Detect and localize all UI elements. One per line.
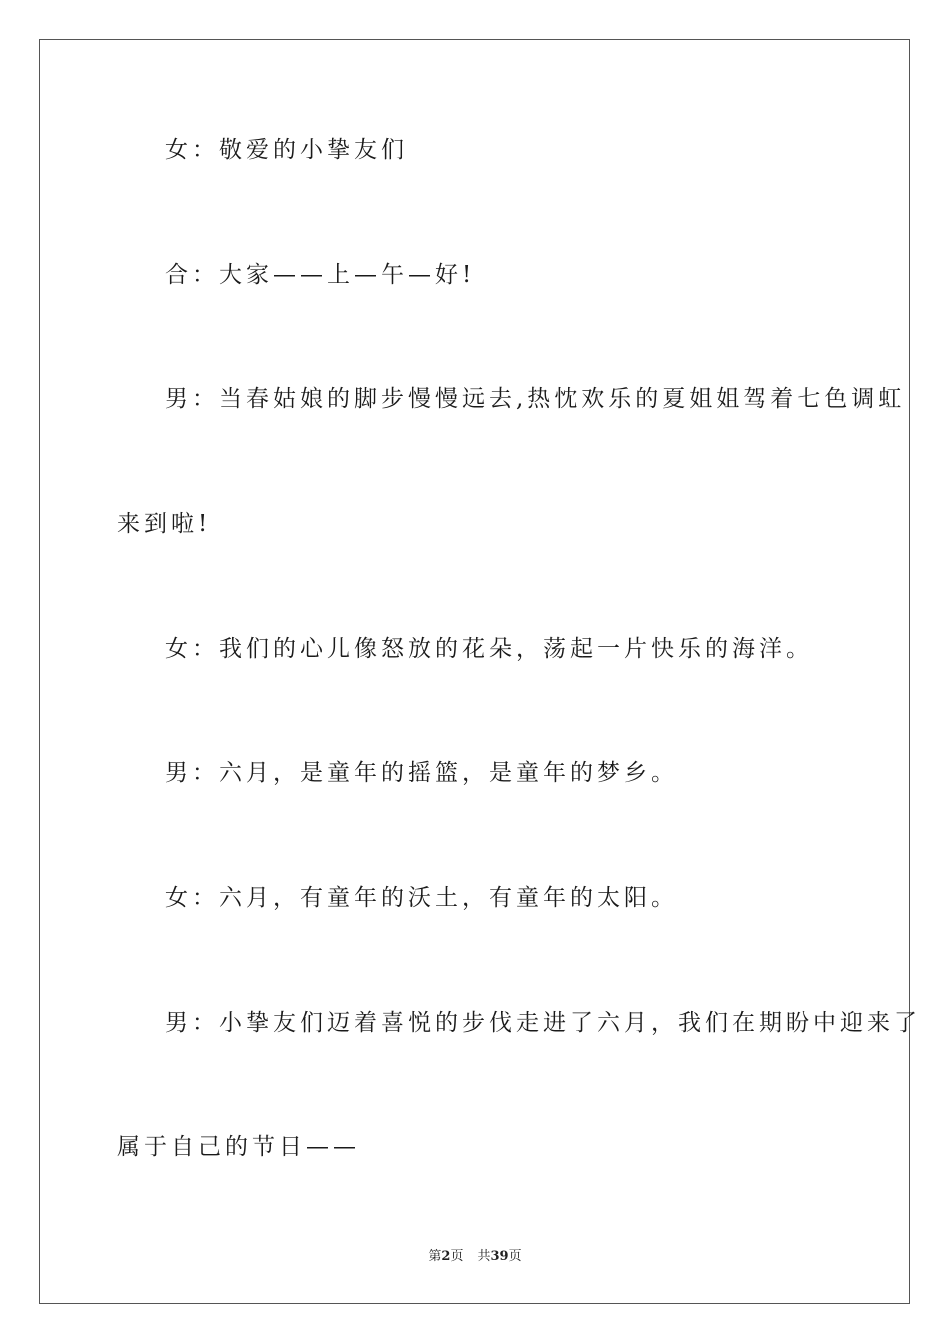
page-number: 2 [441,1249,451,1264]
paragraph-line-2: 合：大家——上—午—好! [165,262,476,288]
paragraph-line-9: 属于自己的节日—— [117,1134,360,1160]
page-border [39,39,910,1304]
page-suffix: 页 [450,1249,464,1264]
total-pages: 39 [490,1249,509,1264]
paragraph-line-5: 女：我们的心儿像怒放的花朵，荡起一片快乐的海洋。 [165,636,813,662]
paragraph-line-7: 女：六月，有童年的沃土，有童年的太阳。 [165,885,678,911]
paragraph-line-1: 女：敬爱的小挚友们 [165,137,408,163]
total-suffix: 页 [508,1249,522,1264]
paragraph-line-4: 来到啦! [117,511,212,537]
paragraph-line-8: 男：小挚友们迈着喜悦的步伐走进了六月，我们在期盼中迎来了 [165,1010,921,1036]
total-prefix: 共 [477,1249,491,1264]
paragraph-line-6: 男：六月，是童年的摇篮，是童年的梦乡。 [165,760,678,786]
page-prefix: 第 [428,1249,442,1264]
paragraph-line-3: 男：当春姑娘的脚步慢慢远去,热忱欢乐的夏姐姐驾着七色调虹 [165,386,906,412]
page-footer [0,1248,950,1266]
